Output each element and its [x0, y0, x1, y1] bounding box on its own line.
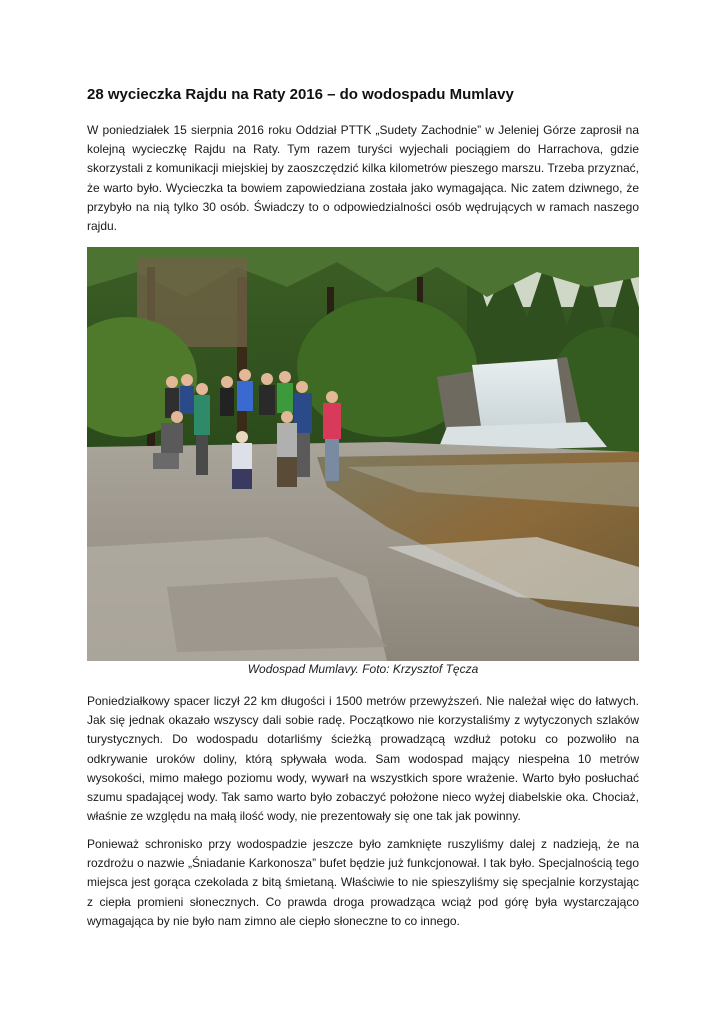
paragraph-shelter: Ponieważ schronisko przy wodospadzie jeszcze było zamknięte ruszyliśmy dalej z nadzieją, że na rozdrożu o nazwie „Śniadanie Karkonosza” bufet będzie już funkcjonował. I tak było. Specjalnością tego miejsca jest gorąca czekolada z bitą śmietaną. Właściwie to nie spieszyliśmy się specjalnie korzystając z ciepła promieni słonecznych. Co prawda droga prowadząca wciąż pod górę była wystarczająco wymagająca by nie było nam zimno ale ciepło słoneczne to co innego. [87, 837, 639, 928]
paragraph-intro: W poniedziałek 15 sierpnia 2016 roku Oddział PTTK „Sudety Zachodnie” w Jeleniej Górze zaprosił na kolejną wycieczkę Rajdu na Raty. Tym razem turyści wyjechali pociągiem do Harrachova, gdzie skorzystali z komunikacji miejskiej by zaoszczędzić kilka kilometrów pieszego marszu. Trzeba przyznać, że warto było. Wycieczka ta bowiem zapowiedziana została jako wymagająca. Nic zatem dziwnego, że przybyło na nią tylko 30 osób. Świadczy to o odpowiedzialności osób wędrujących w ramach naszego rajdu. [87, 123, 639, 234]
paragraph-hike: Poniedziałkowy spacer liczył 22 km długości i 1500 metrów przewyższeń. Nie należał więc do łatwych. Jak się jednak okazało wszyscy dali sobie radę. Początkowo nie korzystaliśmy z wytyczonych szlaków turystycznych. Do wodospadu dotarliśmy ścieżką prowadzącą wzdłuż potoku co pozwoliło na odkrywanie uroków doliny, którą spływała woda. Sam wodospad mający niespełna 10 metrów wysokości, mimo małego poziomu wody, wywarł na wszystkich spore wrażenie. Warto było posłuchać szumu spadającej wody. Tak samo warto było zobaczyć położone nieco wyżej diabelskie oka. Chociaż, właśnie ze względu na małą ilość wody, nie prezentowały się one tak jak powinny. [87, 694, 639, 824]
photo-caption: Wodospad Mumlavy. Foto: Krzysztof Tęcza [247, 662, 479, 676]
waterfall-photo [87, 247, 639, 661]
article-title: 28 wycieczka Rajdu na Raty 2016 – do wodospadu Mumlavy [87, 86, 514, 103]
